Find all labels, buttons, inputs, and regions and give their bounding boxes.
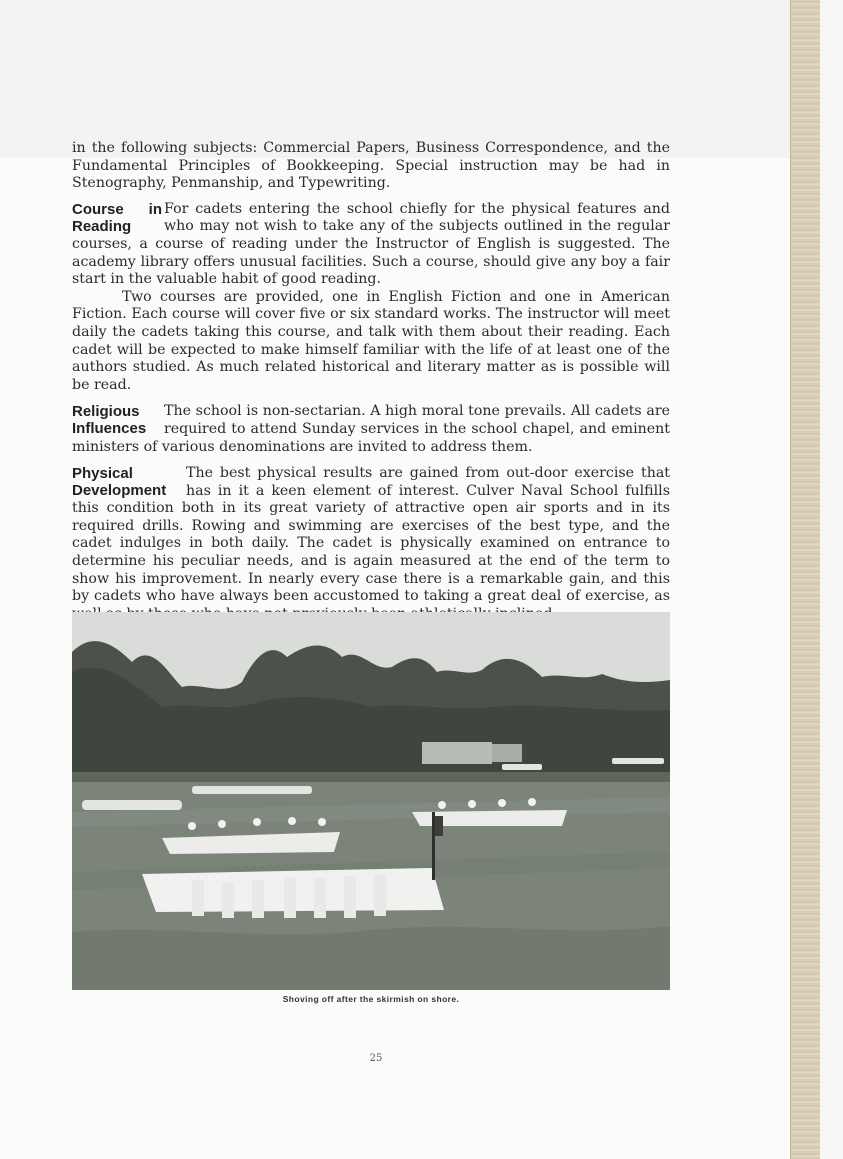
- page-number: 25: [369, 1053, 383, 1064]
- section-heading-reading: Course in Reading: [72, 200, 162, 235]
- section-heading-religious: Religious Influences: [72, 403, 147, 438]
- reading-paragraph-2: Two courses are provided, one in English Fiction and one in American Fiction. Each course will cover five or six standard works. The instructor will meet daily the cadets taking this course, and talk with them about their reading. Each cadet will be expected to make himself familiar with the life of at least one of the authors studied. As much related historical and literary matter as is possible will be read.: [72, 288, 670, 393]
- photo-caption: Shoving off after the skirmish on shore.: [282, 994, 460, 1004]
- section-heading-physical: Physical Development: [72, 465, 167, 500]
- page-top-shade: [0, 0, 790, 158]
- section-religious-influences: [72, 403, 670, 456]
- scan-background: [820, 0, 843, 1159]
- body-text: [72, 140, 670, 632]
- rowing-boats-photograph: [72, 612, 670, 990]
- reading-paragraph-1: For cadets entering the school chiefly for the physical features and who may not wish to take any of the subjects outlined in the regular courses, a course of reading under the Instructor of English is suggested. The academy library offers unusual facilities. Such a course, should give any boy a fair start in the valuable habit of good reading.: [72, 200, 670, 288]
- photo-illustration: [72, 612, 670, 990]
- book-spine-edge: [790, 0, 821, 1159]
- physical-paragraph: The best physical results are gained from out-door exercise that has in it a keen element of interest. Culver Naval School fulfills this condition both in its great variety of attractive open air sports and in its required drills. Rowing and swimming are exercises of the best type, and the cadet indulges in both daily. The cadet is physically examined on entrance to determine his peculiar needs, and is again measured at the end of the term to show his improvement. In nearly every case there is a remarkable gain, and this by cadets who have always been accustomed to taking a great deal of exercise, as: [72, 465, 670, 605]
- section-course-in-reading: [72, 201, 670, 395]
- section-physical-development: [72, 465, 670, 623]
- intro-paragraph: in the following subjects: Commercial Papers, Business Correspondence, and the Fundamental Principles of Bookkeeping. Special instruction may be had in Stenography, Penmanship, and Typewriting.: [72, 140, 670, 192]
- religious-paragraph: The school is non-sectarian. A high moral tone prevails. All cadets are required to attend Sunday services in the school chapel, and eminent ministers of various denominations are invited to address them.: [72, 403, 670, 455]
